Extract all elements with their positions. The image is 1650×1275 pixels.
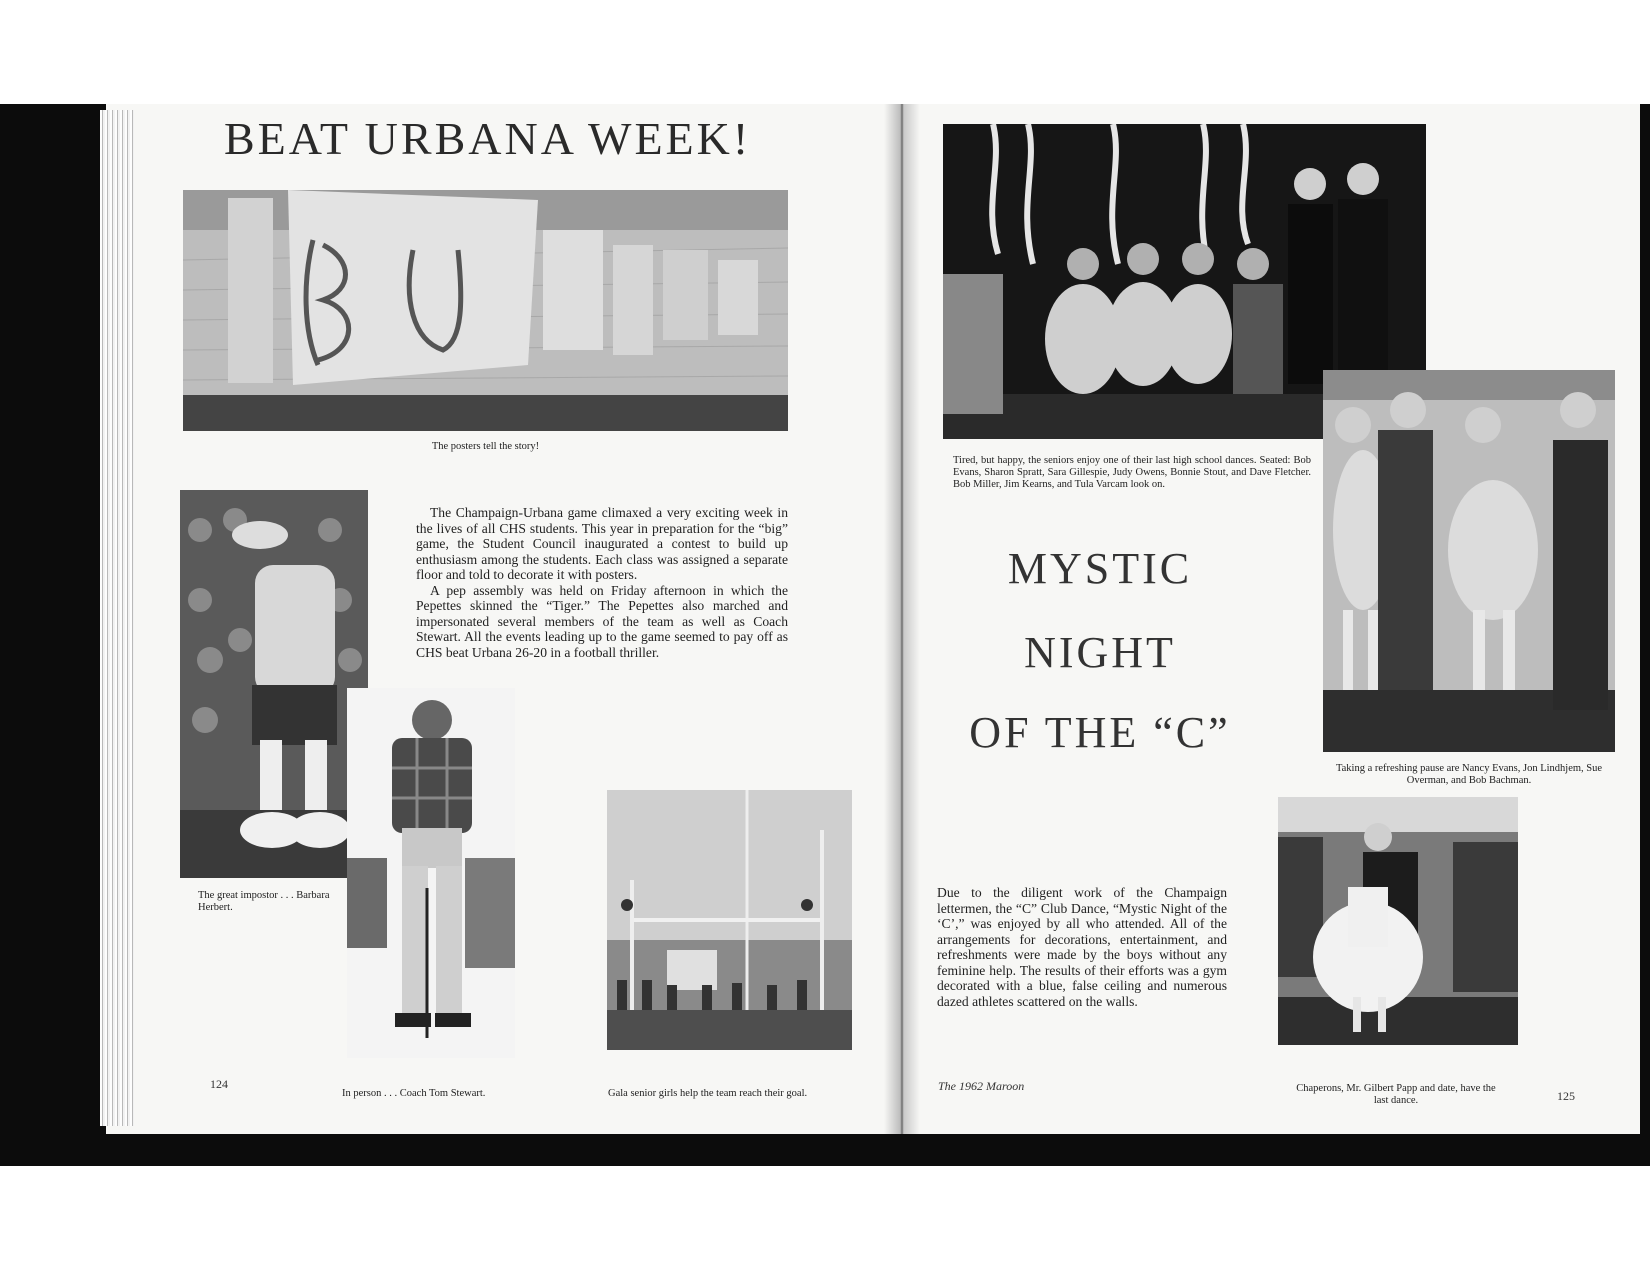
chaperons-photo bbox=[1278, 797, 1518, 1045]
pause-photo bbox=[1323, 370, 1615, 752]
page-stack-edge bbox=[100, 110, 134, 1126]
mystic-title-line-3: OF THE “C” bbox=[969, 708, 1231, 757]
posters-photo bbox=[183, 190, 788, 431]
left-page-number: 124 bbox=[210, 1077, 228, 1091]
beat-urbana-article bbox=[416, 505, 788, 660]
scan-right-edge bbox=[1640, 104, 1650, 1134]
impostor-caption: The great impostor . . . Barbara Herbert. bbox=[198, 890, 330, 913]
article-paragraph-2: A pep assembly was held on Friday afternoon in which the Pepettes skinned the “Tiger.” The Pepettes also marched and impersonated several members of the team as well as Coach Stewart. All the events leading up to the game seemed to pay off as CHS beat Urbana 26-20 in a football thriller. bbox=[416, 582, 788, 660]
right-page-number: 125 bbox=[1557, 1089, 1575, 1103]
coach-caption: In person . . . Coach Tom Stewart. bbox=[342, 1088, 486, 1099]
coach-photo bbox=[347, 688, 515, 1058]
chaperons-caption: Chaperons, Mr. Gilbert Papp and date, have the last dance. bbox=[1296, 1083, 1496, 1106]
book-gutter bbox=[884, 104, 920, 1134]
seniors-caption: Tired, but happy, the seniors enjoy one of their last high school dances. Seated: Bob Evans, Sharon Spratt, Sara Gillespie, Judy Owens, Bonnie Stout, and Dave Fletcher. Bob Miller, Jim Kearns, and Tula Varcam look on. bbox=[953, 455, 1311, 490]
pause-caption: Taking a refreshing pause are Nancy Evans, Jon Lindhjem, Sue Overman, and Bob Bachman. bbox=[1335, 763, 1603, 786]
mystic-title-line-1: MYSTIC bbox=[1007, 544, 1193, 593]
goalpost-photo bbox=[607, 790, 852, 1050]
mystic-title-line-2: NIGHT bbox=[1024, 628, 1176, 677]
impostor-photo bbox=[180, 490, 368, 878]
posters-caption: The posters tell the story! bbox=[431, 441, 540, 452]
mystic-article: Due to the diligent work of the Champaign lettermen, the “C” Club Dance, “Mystic Night of the ‘C’,” was enjoyed by all who attended. All of the arrangements for decorations, entertainment, and refreshments were made by the boys without any feminine help. The results of their efforts was a gym decorated with a blue, false ceiling and numerous dazed athletes scattered on the walls. bbox=[937, 885, 1227, 1009]
page-title: BEAT URBANA WEEK! bbox=[224, 113, 752, 164]
article-paragraph-1: The Champaign-Urbana game climaxed a very exciting week in the lives of all CHS students. This year in preparation for the “big” game, the Student Council inaugurated a contest to build up enthusiasm among the students. Each class was assigned a separate floor and told to decorate it with posters. bbox=[416, 505, 788, 582]
yearbook-footer: The 1962 Maroon bbox=[938, 1079, 1025, 1093]
goalpost-caption: Gala senior girls help the team reach their goal. bbox=[608, 1088, 808, 1099]
